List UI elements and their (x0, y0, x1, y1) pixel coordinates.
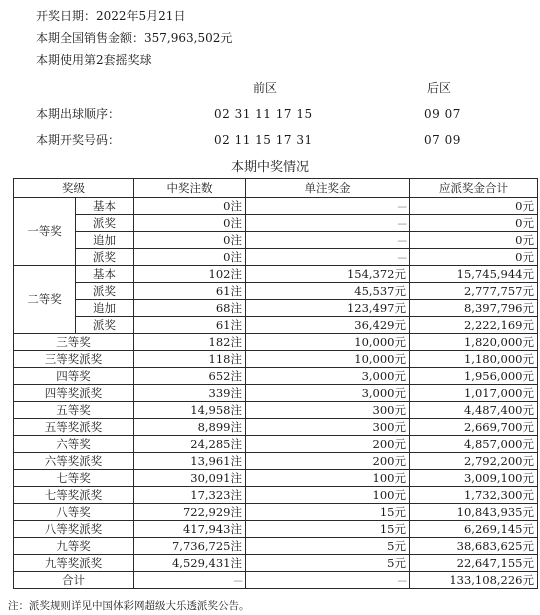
winner-count: 14,958注 (134, 402, 246, 419)
table-row (14, 198, 538, 215)
total-prize: 1,180,000元 (410, 351, 538, 368)
back-zone-label: 后区 (427, 81, 452, 95)
table-row (14, 555, 538, 572)
prize-level: 九等奖派奖 (14, 555, 134, 572)
unit-prize: --- (246, 232, 410, 249)
prize-level: 九等奖 (14, 538, 134, 555)
table-row (14, 334, 538, 351)
prize-subtype: 派奖 (76, 249, 134, 266)
table-row (14, 300, 538, 317)
table-row (14, 521, 538, 538)
prize-subtype: 追加 (76, 300, 134, 317)
prize-level: 四等奖 (14, 368, 134, 385)
table-row (14, 317, 538, 334)
unit-prize: 300元 (246, 402, 410, 419)
total-unit-prize: --- (246, 572, 410, 589)
prize-level: 五等奖 (14, 402, 134, 419)
total-prize: 0元 (410, 232, 538, 249)
grand-total: 133,108,226元 (410, 572, 538, 589)
prize-level: 六等奖 (14, 436, 134, 453)
unit-prize: 123,497元 (246, 300, 410, 317)
prize-subtype: 基本 (76, 198, 134, 215)
prize-table-body (14, 198, 538, 589)
prize-group-label: 二等奖 (14, 266, 76, 334)
header-total-prize: 应派奖金合计 (410, 179, 538, 198)
winner-count: 7,736,725注 (134, 538, 246, 555)
unit-prize: 5元 (246, 555, 410, 572)
table-row (14, 283, 538, 300)
unit-prize: 154,372元 (246, 266, 410, 283)
unit-prize: 5元 (246, 538, 410, 555)
total-prize: 1,956,000元 (410, 368, 538, 385)
unit-prize: 45,537元 (246, 283, 410, 300)
draw-order-front: 02 31 11 17 15 (214, 107, 313, 121)
prize-level: 三等奖 (14, 334, 134, 351)
ball-set: 本期使用第2套摇奖球 (36, 53, 152, 67)
total-prize: 1,820,000元 (410, 334, 538, 351)
winner-count: 4,529,431注 (134, 555, 246, 572)
total-prize: 6,269,145元 (410, 521, 538, 538)
total-prize: 4,487,400元 (410, 402, 538, 419)
winner-count: 652注 (134, 368, 246, 385)
table-row (14, 470, 538, 487)
total-prize: 10,843,935元 (410, 504, 538, 521)
total-prize: 8,397,796元 (410, 300, 538, 317)
unit-prize: 300元 (246, 419, 410, 436)
table-header-row (14, 179, 538, 198)
winner-count: 722,929注 (134, 504, 246, 521)
winner-count: 24,285注 (134, 436, 246, 453)
header-count: 中奖注数 (134, 179, 246, 198)
winner-count: 68注 (134, 300, 246, 317)
table-row (14, 419, 538, 436)
prize-group-label: 一等奖 (14, 198, 76, 266)
unit-prize: 15元 (246, 504, 410, 521)
front-zone-label: 前区 (253, 81, 278, 95)
draw-order-back: 09 07 (424, 107, 461, 121)
unit-prize: 10,000元 (246, 334, 410, 351)
unit-prize: 100元 (246, 487, 410, 504)
draw-order-label: 本期出球顺序： (36, 107, 121, 121)
table-row (14, 232, 538, 249)
table-row (14, 249, 538, 266)
draw-date: 开奖日期：2022年5月21日 (36, 9, 186, 23)
prize-level: 四等奖派奖 (14, 385, 134, 402)
winner-count: 339注 (134, 385, 246, 402)
winner-count: 8,899注 (134, 419, 246, 436)
winner-count: 13,961注 (134, 453, 246, 470)
prize-level: 八等奖 (14, 504, 134, 521)
unit-prize: 10,000元 (246, 351, 410, 368)
table-row (14, 351, 538, 368)
winner-count: 61注 (134, 317, 246, 334)
winner-count: 0注 (134, 249, 246, 266)
total-prize: 22,647,155元 (410, 555, 538, 572)
unit-prize: --- (246, 249, 410, 266)
total-prize: 1,017,000元 (410, 385, 538, 402)
table-row (14, 504, 538, 521)
winner-count: 417,943注 (134, 521, 246, 538)
prize-level: 八等奖派奖 (14, 521, 134, 538)
unit-prize: 15元 (246, 521, 410, 538)
winner-count: 118注 (134, 351, 246, 368)
header-unit-prize: 单注奖金 (246, 179, 410, 198)
total-prize: 0元 (410, 198, 538, 215)
winner-count: 61注 (134, 283, 246, 300)
prize-level: 五等奖派奖 (14, 419, 134, 436)
winning-numbers-label: 本期开奖号码： (36, 133, 121, 147)
total-prize: 4,857,000元 (410, 436, 538, 453)
table-row (14, 266, 538, 283)
winning-numbers-back: 07 09 (424, 133, 461, 147)
table-row (14, 487, 538, 504)
total-prize: 1,732,300元 (410, 487, 538, 504)
winning-numbers-front: 02 11 15 17 31 (214, 133, 313, 147)
unit-prize: --- (246, 215, 410, 232)
prize-subtype: 基本 (76, 266, 134, 283)
winner-count: 17,323注 (134, 487, 246, 504)
table-row (14, 368, 538, 385)
total-label: 合计 (14, 572, 134, 589)
total-prize: 2,792,200元 (410, 453, 538, 470)
total-prize: 15,745,944元 (410, 266, 538, 283)
total-prize: 38,683,625元 (410, 538, 538, 555)
prize-subtype: 派奖 (76, 215, 134, 232)
table-row (14, 385, 538, 402)
unit-prize: 36,429元 (246, 317, 410, 334)
prize-table (13, 178, 538, 589)
unit-prize: 3,000元 (246, 368, 410, 385)
unit-prize: 100元 (246, 470, 410, 487)
prize-level: 六等奖派奖 (14, 453, 134, 470)
prize-subtype: 派奖 (76, 283, 134, 300)
winner-count: 0注 (134, 198, 246, 215)
unit-prize: 200元 (246, 453, 410, 470)
prize-level: 七等奖 (14, 470, 134, 487)
unit-prize: --- (246, 198, 410, 215)
winner-count: 0注 (134, 215, 246, 232)
table-row (14, 215, 538, 232)
table-row (14, 538, 538, 555)
winner-count: 0注 (134, 232, 246, 249)
table-row (14, 402, 538, 419)
winner-count: 102注 (134, 266, 246, 283)
table-row (14, 436, 538, 453)
prize-subtype: 追加 (76, 232, 134, 249)
unit-prize: 3,000元 (246, 385, 410, 402)
national-sales: 本期全国销售金额：357,963,502元 (36, 31, 233, 45)
prize-table-title: 本期中奖情况 (230, 160, 309, 175)
prize-level: 三等奖派奖 (14, 351, 134, 368)
winner-count: 182注 (134, 334, 246, 351)
total-count: --- (134, 572, 246, 589)
total-prize: 0元 (410, 215, 538, 232)
footnote: 注：派奖规则详见中国体彩网超级大乐透派奖公告。 (8, 600, 250, 612)
total-prize: 2,669,700元 (410, 419, 538, 436)
unit-prize: 200元 (246, 436, 410, 453)
header-level: 奖级 (14, 179, 134, 198)
winner-count: 30,091注 (134, 470, 246, 487)
prize-subtype: 派奖 (76, 317, 134, 334)
prize-level: 七等奖派奖 (14, 487, 134, 504)
table-row (14, 453, 538, 470)
total-prize: 3,009,100元 (410, 470, 538, 487)
total-prize: 0元 (410, 249, 538, 266)
total-row (14, 572, 538, 589)
total-prize: 2,222,169元 (410, 317, 538, 334)
total-prize: 2,777,757元 (410, 283, 538, 300)
